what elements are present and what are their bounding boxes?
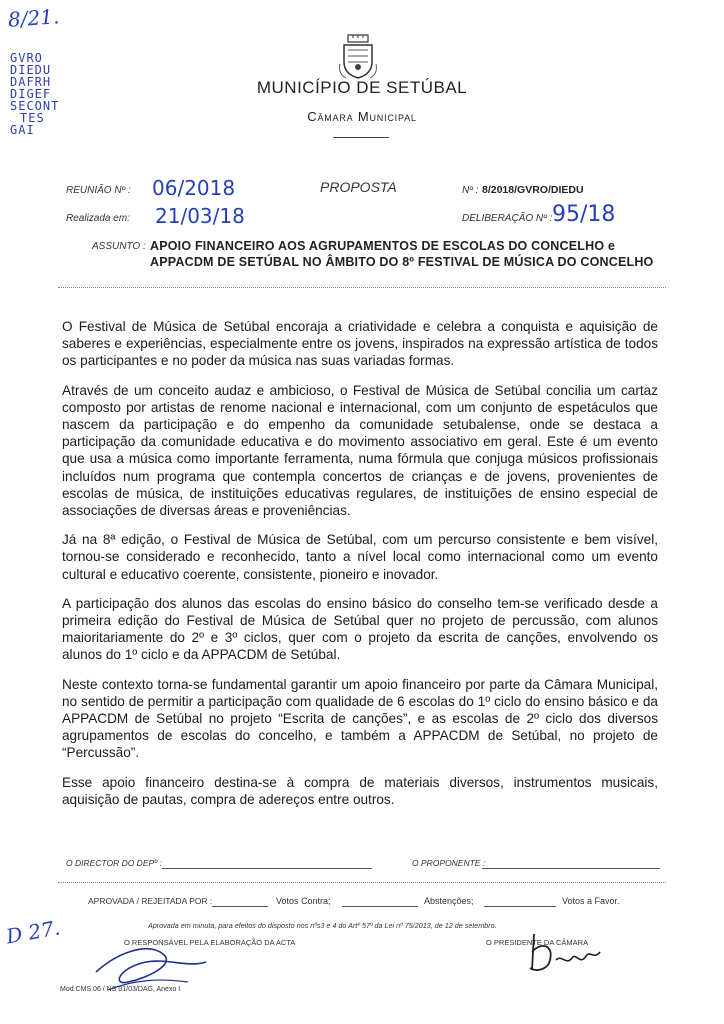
proponent-signature-line xyxy=(482,868,660,869)
body-paragraph: O Festival de Música de Setúbal encoraja a criatividade e celebra a conquista e aquisição de saberes e experiências, especialmente entre os jovens, inspirados na expressão artística de todos os participantes e no poder da música nas suas variadas formas. xyxy=(62,319,658,369)
municipality-subtitle: Câmara Municipal xyxy=(307,109,417,124)
dept-item: GAI xyxy=(10,123,35,137)
dept-item: GVRO xyxy=(10,51,43,65)
municipality-title: MUNICÍPIO DE SETÚBAL xyxy=(256,78,468,97)
minutes-responsible-label: O RESPONSÁVEL PELA ELABORAÇÃO DA ACTA xyxy=(124,938,296,947)
subject-label: ASSUNTO : xyxy=(92,241,146,252)
header-divider xyxy=(333,137,389,138)
dept-item: TES xyxy=(20,111,45,125)
director-signature-line xyxy=(162,868,372,869)
form-code: Mod.CMS.06 / NS 01/03/DAG, Anexo I xyxy=(60,986,181,993)
legal-note: Aprovada em minuta, para efeitos do disposto nos nºs3 e 4 do Artº 57º da Lei nº 75/2013, de 12 de setembro. xyxy=(148,921,497,930)
dept-item: DIEDU xyxy=(10,63,52,77)
votes-for-label: Votos a Favor. xyxy=(562,896,620,906)
president-signature xyxy=(520,930,610,978)
deliberation-label: DELIBERAÇÃO Nº : xyxy=(462,213,553,224)
margin-initials: D 27. xyxy=(4,915,62,949)
abstentions-label: Abstenções; xyxy=(424,896,474,906)
approval-blank xyxy=(212,906,268,907)
meeting-number-label: REUNIÃO Nº : xyxy=(66,185,131,196)
dept-item: SECONT xyxy=(10,99,60,113)
municipal-crest-icon xyxy=(338,34,378,80)
footer-divider xyxy=(58,882,666,883)
subject-divider xyxy=(58,287,666,288)
votes-against-label: Votos Contra; xyxy=(276,896,331,906)
abstentions-blank xyxy=(484,906,556,907)
body-paragraph: Já na 8ª edição, o Festival de Música de Setúbal, com um percurso consistente e bem visível, tornou-se considerado e reconhecido, tanto a nível local como internacional como um evento cultural e educativo coerente, consistente, pioneiro e inovador. xyxy=(62,532,658,582)
dept-item: DAFRH xyxy=(10,75,52,89)
dept-item: DIGEF xyxy=(10,87,52,101)
director-label: O DIRECTOR DO DEPº : xyxy=(66,858,162,868)
document-type: PROPOSTA xyxy=(320,179,397,195)
approval-label: APROVADA / REJEITADA POR : xyxy=(88,896,213,906)
held-on-label: Realizada em: xyxy=(66,213,130,224)
proposal-number-label: Nº : xyxy=(462,185,479,196)
president-label: O PRESIDENTE DA CÂMARA xyxy=(486,938,589,947)
votes-against-blank xyxy=(342,906,418,907)
body-paragraph: Através de um conceito audaz e ambicioso, o Festival de Música de Setúbal concilia um cartaz composto por artistas de renome nacional e internacional, com um conjunto de espetáculos que nascem da participação e do empenho da comunidade setubalense, onde se destaca a participação da comunidade educativa e do movimento associativo em geral. Este é um evento que usa a música como importante ferramenta, numa fórmula que conjuga músicos profissionais incluídos num programa que contempla concertos de crianças e de jovens, provenientes de escolas de música, de instituições educativas regulares, de instituições de ensino especial de associações de diversas áreas e proveniências. xyxy=(62,382,658,519)
body-paragraph: Esse apoio financeiro destina-se à compra de materiais diversos, instrumentos musicais, aquisição de pautas, compra de adereços entre outros. xyxy=(62,774,658,807)
meeting-number-value: 06/2018 xyxy=(152,176,236,200)
proponent-label: O PROPONENTE : xyxy=(412,858,486,868)
body-paragraph: A participação dos alunos das escolas do ensino básico do conselho tem-se verificado desde a primeira edição do Festival de Música de Setúbal quer no projeto de percussão, com alunos maioritariamente do 2º e 3º ciclos, quer com o projeto da escrita de canções, envolvendo os alunos do 1º ciclo e da APPACDM de Setúbal. xyxy=(62,595,658,663)
held-on-value: 21/03/18 xyxy=(155,204,245,228)
body-paragraph: Neste contexto torna-se fundamental garantir um apoio financeiro por parte da Câmara Municipal, no sentido de permitir a participação com qualidade de 6 escolas do 1º ciclo do ensino básico e da APPACDM de Setúbal no projeto “Escrita de canções”, e as escolas de 2º ciclo dos diversos agrupamentos de escolas do concelho, e também a APPACDM de Setúbal, no projeto de “Percussão”. xyxy=(62,676,658,761)
deliberation-value: 95/18 xyxy=(552,202,616,227)
proposal-number-value: 8/2018/GVRO/DIEDU xyxy=(482,184,584,196)
subject-text: APOIO FINANCEIRO AOS AGRUPAMENTOS DE ESCOLAS DO CONCELHO e APPACDM DE SETÚBAL NO ÂMBITO DO 8º FESTIVAL DE MÚSICA DO CONCELHO xyxy=(150,239,654,269)
proposal-body xyxy=(62,318,658,820)
handwritten-reference: 8/21. xyxy=(7,4,61,32)
